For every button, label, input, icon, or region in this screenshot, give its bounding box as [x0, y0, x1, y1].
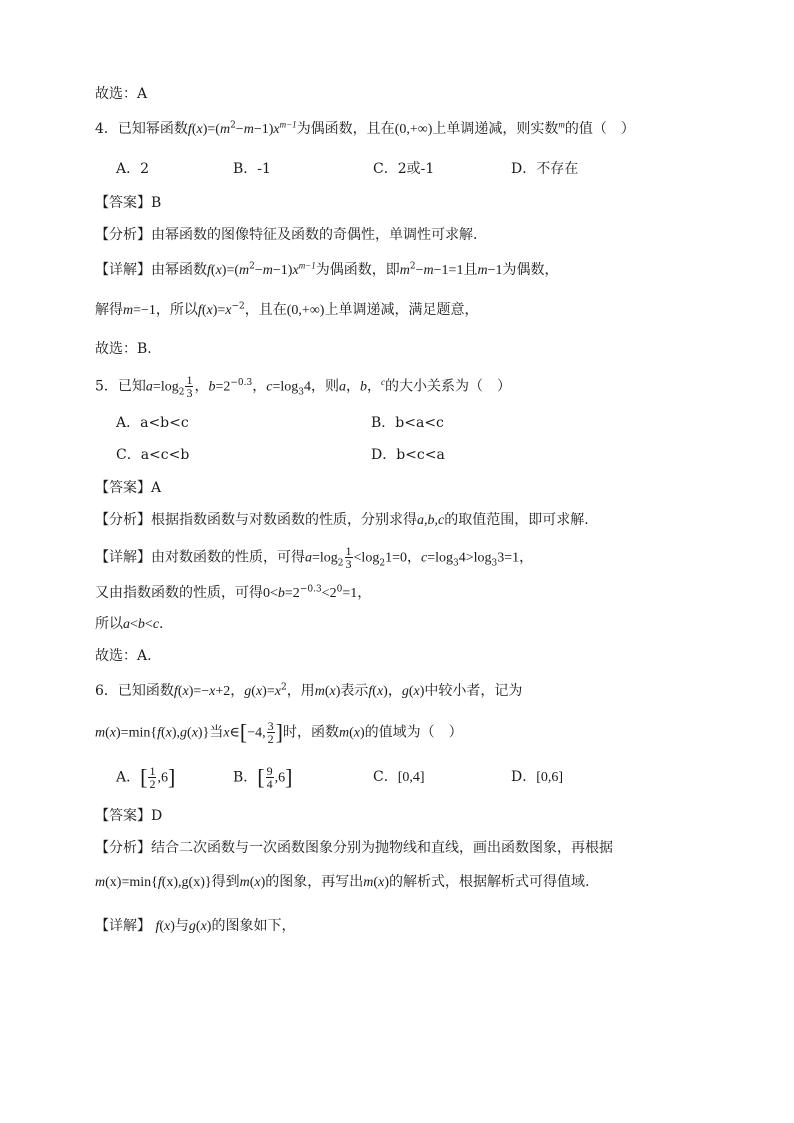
q6-stem-1: 6．已知函数f(x)=−x+2，$g(x)=x^2$，用m(x)表示f(x)，g(x)中较小者，记为: [95, 682, 523, 699]
option-label: C．: [373, 769, 398, 785]
answer-tag: 【答案】: [95, 808, 151, 824]
q5-detail-1: 【详解】由对数函数的性质，可得$a=\log_2$ $\frac{1}{3}$ $<\log_21=0$，$c=\log_34>\log_33=1$，: [95, 544, 534, 571]
q4-stem: 4．已知幂函数$f(x)=(m^2-m-1)x^{m-1}$为偶函数，且在(0,+∞)上单调递减，则实数$^m$的值（ ）: [95, 119, 635, 137]
q6-option-a[interactable]: A．[ $\frac{1}{2}$ ,6]: [116, 764, 176, 791]
detail-tag: 【详解】: [95, 262, 151, 278]
q4-var: m: [558, 119, 565, 130]
detail-text: 且: [463, 262, 478, 278]
q5-option-a[interactable]: A．a<b<c: [116, 415, 189, 431]
q5-detail-3: 所以a<b<c.: [95, 616, 164, 632]
q4-choice: 故选：B.: [95, 341, 152, 357]
analysis-tag: 【分析】: [95, 512, 151, 528]
q5-detail-2: 又由指数函数的性质，可得$0<b=2^{-0.3}<2^0=1$，: [95, 584, 372, 601]
detail-text: 由对数函数的性质，可得: [151, 549, 305, 566]
q4-analysis: [95, 225, 477, 245]
analysis-text: 由幂函数的图像特征及函数的奇偶性，单调性可求解.: [151, 227, 478, 243]
q6-analysis-2: m(x)=min{f(x),g(x)}得到m(x)的图象，再写出m(x)的解析式，根据解析式可得值域.: [95, 874, 590, 890]
q6-option-c[interactable]: C．[0,4]: [373, 769, 425, 785]
q4-detail-2: 解得m=−1，所以$f(x)=x^{-2}$，且在(0,+∞)上单调递减，满足题意，: [95, 301, 479, 318]
q4-answer: [95, 193, 161, 213]
q4-stem-tail: 上单调递减，则实数: [432, 121, 559, 137]
detail-tag: 【详解】: [95, 918, 151, 934]
q6-stem-mid: ，用: [286, 683, 315, 699]
prev-choice: 故选：A: [95, 86, 148, 102]
analysis-tag: 【分析】: [95, 227, 151, 243]
q6-stem-end: 中较小者，记为: [424, 683, 523, 699]
q6-analysis-1: [95, 838, 613, 858]
detail-text: 为偶数，: [502, 262, 559, 278]
detail-text: 的图象如下，: [211, 918, 296, 934]
option-label: D．: [511, 769, 537, 785]
q5-option-d[interactable]: D．b<c<a: [371, 447, 445, 463]
q5-choice: 故选：A.: [95, 648, 152, 664]
detail-text: ，所以: [155, 302, 198, 318]
q4-interval: (0,+∞): [394, 122, 433, 137]
answer-value: D: [151, 808, 163, 824]
q4-option-a[interactable]: A．2: [116, 161, 150, 177]
answer-tag: 【答案】: [95, 195, 151, 211]
q4-stem-formula: f: [187, 122, 192, 137]
q6-option-d[interactable]: D．[0,6]: [511, 769, 564, 785]
q6-option-b[interactable]: B．[ $\frac{9}{4}$ ,6]: [233, 764, 293, 791]
analysis-text: 的解析式，根据解析式可得值域.: [388, 874, 590, 890]
q4-option-b[interactable]: B．-1: [233, 161, 271, 177]
q4-stem-end: 的值（ ）: [564, 121, 635, 137]
q5-option-c[interactable]: C．a<c<b: [116, 447, 190, 463]
analysis-text: 得到: [211, 874, 240, 890]
q6-stem-mid: 表示: [340, 683, 369, 699]
q6-stem-text: 时，函数: [282, 724, 339, 741]
q5-answer: [95, 478, 161, 498]
analysis-tag: 【分析】: [95, 840, 151, 856]
detail-text: 由幂函数: [151, 262, 207, 278]
q5-stem-mid: ，则: [310, 378, 339, 395]
q6-stem-2: m(x)=min{f(x),g(x)}当x∈[−4, $\frac{3}{2}$ ]时，函数m(x)的值域为（ ）: [95, 719, 463, 746]
option-label: B．: [233, 769, 258, 786]
q4-detail-1: 【详解】由幂函数$f(x)=(m^2-m-1)x^{m-1}$为偶函数，即$m^2-m-1=1$且m−1为偶数，: [95, 260, 559, 278]
q6-stem-end: 的值域为（ ）: [364, 724, 463, 741]
q5-analysis: 【分析】根据指数函数与对数函数的性质，分别求得a,b,c的取值范围，即可求解.: [95, 512, 589, 528]
analysis-text: 结合二次函数与一次函数图象分别为抛物线和直线，画出函数图象，再根据: [151, 840, 613, 856]
answer-value: B: [151, 195, 162, 211]
detail-text: 又由指数函数的性质，可得: [95, 585, 263, 601]
detail-tag: 【详解】: [95, 549, 151, 566]
q6-answer: [95, 806, 162, 826]
detail-text: 上单调递减，满足题意，: [324, 302, 479, 318]
detail-text: ，且在: [244, 302, 287, 318]
answer-tag: 【答案】: [95, 480, 151, 496]
analysis-text: 的图象，再写出: [265, 874, 364, 890]
detail-text: 与: [174, 918, 189, 934]
answer-value: A: [151, 480, 162, 496]
option-label: A．: [116, 769, 141, 786]
q5-option-b[interactable]: B．b<a<c: [371, 415, 444, 431]
q5-stem-prefix: 5．已知: [95, 378, 146, 395]
q6-stem-text: 当: [209, 724, 224, 741]
q4-option-d[interactable]: D．不存在: [511, 161, 579, 177]
q5-stem-end: 的大小关系为（ ）: [384, 378, 511, 395]
detail-text: 所以: [95, 616, 123, 632]
q4-stem-prefix: 4．已知幂函数: [95, 121, 188, 137]
q5-stem: 5．已知$a=\log_2$ $\frac{1}{3}$ ，$b=2^{-0.3}$，$c=\log_34$，则a，b，$^c$的大小关系为（ ）: [95, 373, 511, 400]
q6-stem-prefix: 6．已知函数: [95, 683, 174, 699]
q4-stem-mid: 为偶函数，且在: [296, 121, 395, 137]
q6-detail: 【详解】 f(x)与g(x)的图象如下，: [95, 918, 296, 934]
analysis-text: 的取值范围，即可求解.: [444, 512, 589, 528]
q4-option-c[interactable]: C．2或-1: [373, 161, 435, 177]
detail-text: 解得: [95, 302, 123, 318]
detail-text: 为偶函数，即: [315, 262, 400, 278]
analysis-text: 根据指数函数与对数函数的性质，分别求得: [151, 512, 417, 528]
